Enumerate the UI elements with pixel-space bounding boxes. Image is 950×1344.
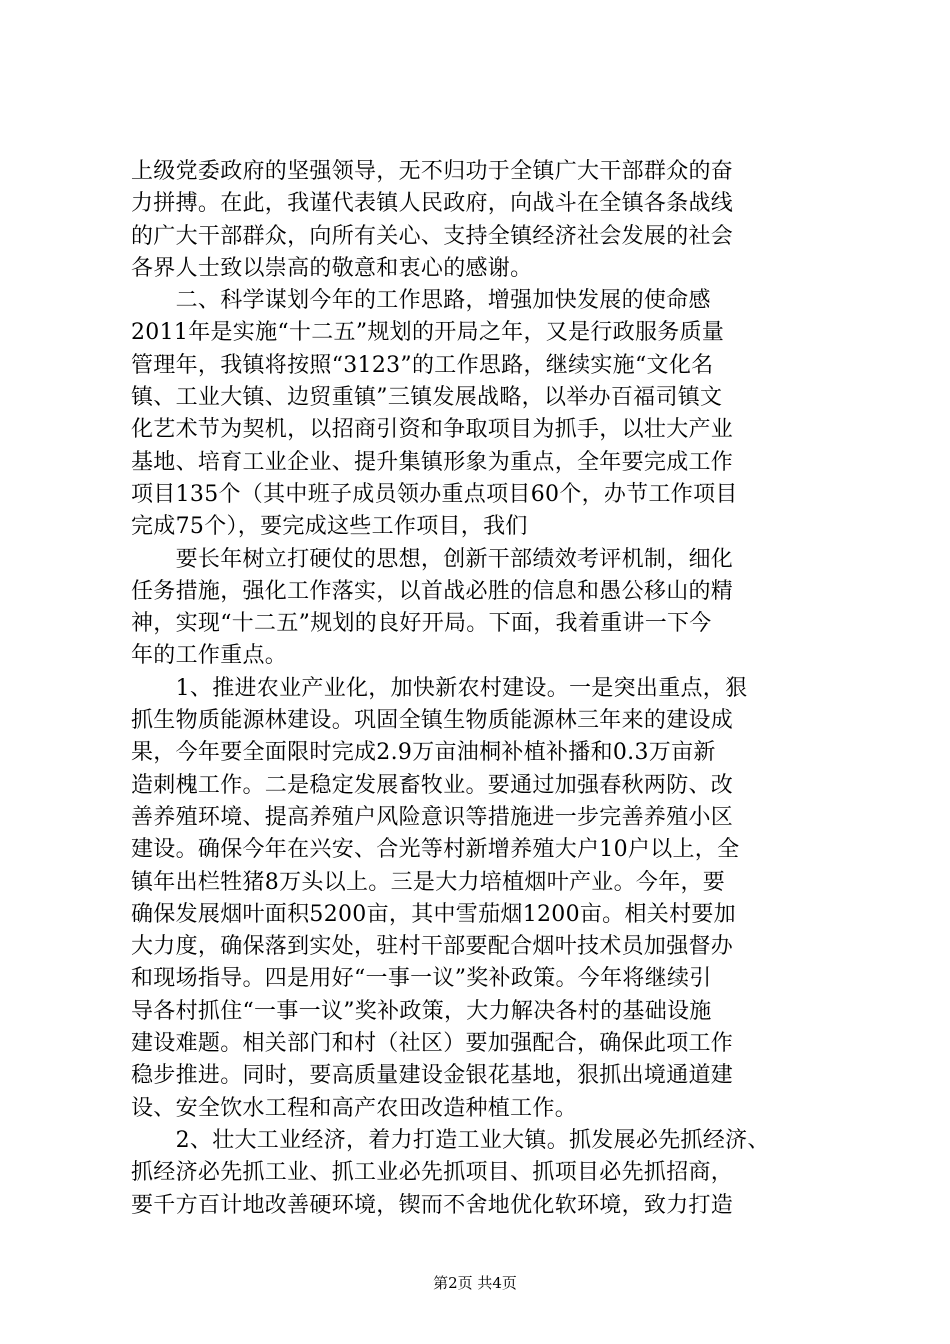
text-line: 1、推进农业产业化，加快新农村建设。一是突出重点，狠: [131, 675, 748, 701]
text-line: 和现场指导。四是用好“一事一议”奖补政策。今年将继续引: [131, 966, 712, 992]
text-line: 镇、工业大镇、边贸重镇”三镇发展战略，以举办百福司镇文: [131, 385, 723, 411]
body-text: [131, 156, 833, 1222]
text-line: 2、壮大工业经济，着力打造工业大镇。抓发展必先抓经济、: [131, 1127, 770, 1153]
text-line: 2011年是实施“十二五”规划的开局之年，又是行政服务质量: [131, 320, 725, 346]
text-line: 神，实现“十二五”规划的良好开局。下面，我着重讲一下今: [131, 611, 712, 637]
text-line: 完成75个），要完成这些工作项目，我们: [131, 514, 528, 540]
text-line: 稳步推进。同时，要高质量建设金银花基地，狠抓出境通道建: [131, 1063, 734, 1089]
text-line: 的广大干部群众，向所有关心、支持全镇经济社会发展的社会: [131, 223, 734, 249]
text-line: 确保发展烟叶面积5200亩，其中雪茄烟1200亩。相关村要加: [131, 901, 736, 927]
text-line: 基地、培育工业企业、提升集镇形象为重点，全年要完成工作: [131, 449, 734, 475]
text-line: 设、安全饮水工程和高产农田改造种植工作。: [131, 1095, 578, 1121]
text-line: 善养殖环境、提高养殖户风险意识等措施进一步完善养殖小区: [131, 804, 734, 830]
page-number-label: 第2页 共4页: [433, 1274, 517, 1292]
text-line: 要长年树立打硬仗的思想，创新干部绩效考评机制，细化: [131, 546, 734, 572]
page-footer: [0, 1273, 950, 1293]
text-line: 抓经济必先抓工业、抓工业必先抓项目、抓项目必先抓招商，: [131, 1160, 734, 1186]
text-line: 镇年出栏牲猪8万头以上。三是大力培植烟叶产业。今年，要: [131, 869, 726, 895]
text-line: 建设难题。相关部门和村（社区）要加强配合，确保此项工作: [131, 1031, 734, 1057]
text-line: 大力度，确保落到实处，驻村干部要配合烟叶技术员加强督办: [131, 934, 734, 960]
text-line: 力拼搏。在此，我谨代表镇人民政府，向战斗在全镇各条战线: [131, 191, 734, 217]
text-line: 抓生物质能源林建设。巩固全镇生物质能源林三年来的建设成: [131, 708, 734, 734]
text-line: 年的工作重点。: [131, 643, 288, 669]
text-line: 上级党委政府的坚强领导，无不归功于全镇广大干部群众的奋: [131, 159, 734, 184]
text-line: 化艺术节为契机，以招商引资和争取项目为抓手，以壮大产业: [131, 417, 734, 443]
text-line: 任务措施，强化工作落实，以首战必胜的信息和愚公移山的精: [131, 578, 734, 604]
text-line: 果，今年要全面限时完成2.9万亩油桐补植补播和0.3万亩新: [131, 740, 716, 766]
text-line: 导各村抓住“一事一议”奖补政策，大力解决各村的基础设施: [131, 998, 712, 1024]
text-line: 造刺槐工作。二是稳定发展畜牧业。要通过加强春秋两防、改: [131, 772, 734, 798]
section-heading: 二、科学谋划今年的工作思路，增强加快发展的使命感: [131, 288, 711, 314]
text-line: 各界人士致以崇高的敬意和衷心的感谢。: [131, 255, 533, 281]
text-line: 项目135个（其中班子成员领办重点项目60个，办节工作项目: [131, 481, 738, 507]
text-line: 建设。确保今年在兴安、合光等村新增养殖大户10户以上，全: [131, 837, 740, 863]
text-line: 管理年，我镇将按照“3123”的工作思路，继续实施“文化名: [131, 352, 714, 378]
text-line: 要千方百计地改善硬环境，锲而不舍地优化软环境，致力打造: [131, 1192, 734, 1218]
